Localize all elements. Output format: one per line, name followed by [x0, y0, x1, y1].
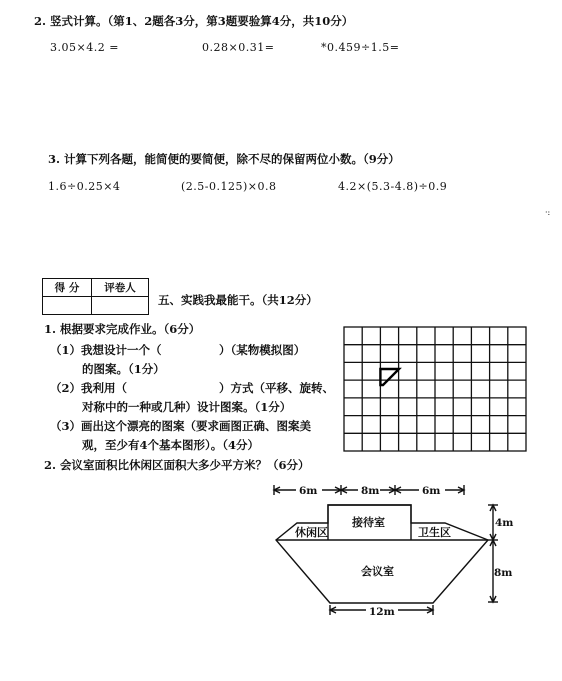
s5-q2-title: 2. 会议室面积比休闲区面积大多少平方米？（6分）	[44, 458, 310, 472]
grid-sample-shape	[380, 369, 399, 385]
score-box	[42, 278, 149, 315]
dim-right-lower: 8m	[494, 567, 513, 579]
q3-item-2: (2.5-0.125)×0.8	[181, 180, 277, 193]
s5-q1-line-1: （1）我想设计一个（ ）（某物模拟图）	[50, 343, 306, 357]
dim-top-right: 6m	[422, 485, 441, 497]
q2-item-3: *0.459÷1.5=	[321, 41, 400, 54]
q2-title: 2. 竖式计算。（第1、2题各3分，第3题要验算4分，共10分）	[34, 14, 354, 28]
section5-title: 五、实践我最能干。（共12分）	[158, 293, 318, 307]
dim-top-left: 6m	[299, 485, 318, 497]
room-restroom: 卫生区	[418, 526, 451, 539]
q3-item-3: 4.2×(5.3-4.8)÷0.9	[338, 180, 448, 193]
s5-q1-line-2: 的图案。（1分）	[82, 362, 165, 376]
dim-right-upper: 4m	[495, 517, 514, 529]
room-meeting: 会议室	[361, 565, 394, 578]
margin-mark: ·:	[545, 208, 551, 217]
dim-top-center: 8m	[361, 485, 380, 497]
grader-label: 评卷人	[92, 279, 149, 297]
s5-q1-line-4: 对称中的一种或几种）设计图案。（1分）	[82, 400, 292, 414]
s5-q1-title: 1. 根据要求完成作业。（6分）	[44, 322, 201, 336]
room-leisure: 休闲区	[295, 526, 328, 539]
s5-q1-line-5: （3）画出这个漂亮的图案（要求画图正确、图案美	[50, 419, 311, 433]
q3-title: 3. 计算下列各题，能简便的要简便，除不尽的保留两位小数。（9分）	[48, 152, 400, 166]
room-reception: 接待室	[352, 516, 385, 529]
q2-item-1: 3.05×4.2 =	[50, 41, 119, 54]
q3-item-1: 1.6÷0.25×4	[48, 180, 121, 193]
q2-item-2: 0.28×0.31=	[202, 41, 275, 54]
score-cell[interactable]	[43, 297, 92, 315]
floor-plan-diagram	[268, 478, 514, 618]
grader-cell[interactable]	[92, 297, 149, 315]
s5-q1-line-6: 观，至少有4个基本图形）。（4分）	[82, 438, 260, 452]
dim-bottom: 12m	[369, 606, 395, 618]
score-label: 得 分	[43, 279, 92, 297]
design-grid[interactable]	[343, 326, 529, 454]
s5-q1-line-3: （2）我利用（ ）方式（平移、旋转、	[50, 381, 334, 395]
